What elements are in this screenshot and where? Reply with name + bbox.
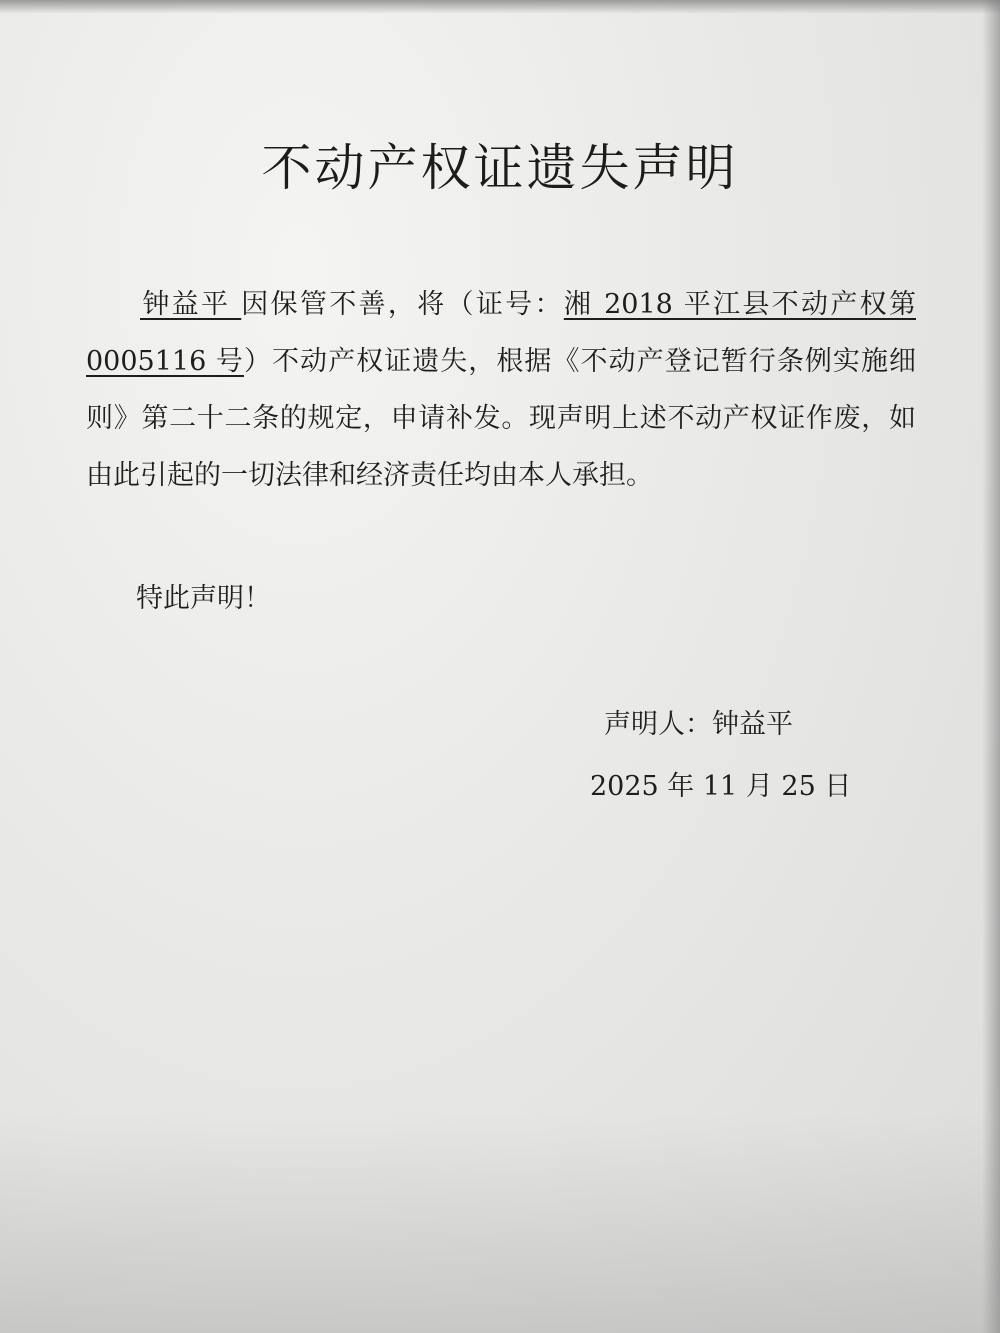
page-shadow-top — [0, 0, 1000, 14]
signer-line: 声明人：钟益平 — [604, 709, 793, 740]
statement-text-part-2: ）不动产权证遗失，根据《不动产登记暂行条例实施细则》第二十二条的规定，申请补发。现声明上述不动产权证作废，如由此引起的一切法律和经济责任均由本人承担。 — [86, 346, 917, 491]
statement-body — [86, 276, 916, 504]
owner-name: 钟益平 — [140, 289, 242, 320]
certificate-number: 湘 2018 平江县不动产权第 0005116 号 — [86, 289, 916, 377]
page-shadow-bottom — [0, 1113, 1000, 1333]
closing-statement: 特此声明！ — [136, 583, 271, 614]
document-title: 不动产权证遗失声明 — [261, 139, 739, 197]
statement-date: 2025 年 11 月 25 日 — [590, 771, 852, 802]
statement-text-part-1: 因保管不善，将（证号： — [241, 289, 564, 320]
